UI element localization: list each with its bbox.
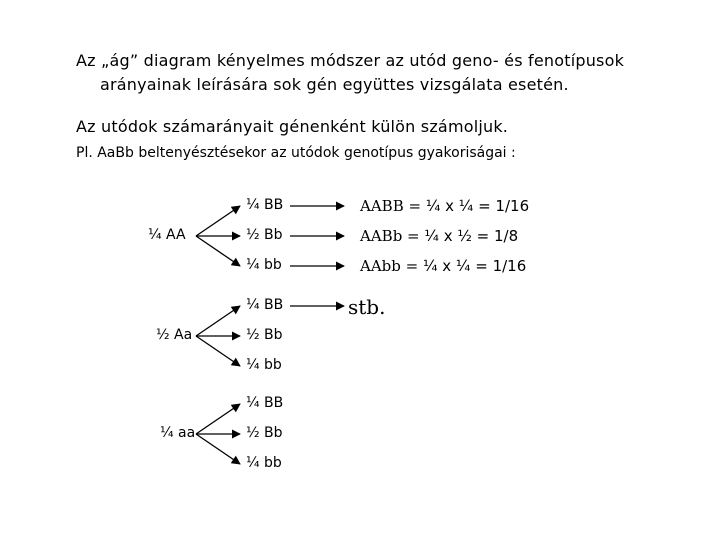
arrow-aa-bb [196, 206, 240, 236]
branch-label: ½ Bb [246, 227, 283, 243]
parent-label-aa: ¼ aa [160, 425, 196, 441]
example-text: Pl. AaBb beltenyésztésekor az utódok genotípus gyakoriságai : [76, 145, 516, 161]
intro-line-2: arányainak leírására sok gén együttes vizsgálata esetén. [100, 75, 569, 94]
result-value: = 1/8 [471, 227, 519, 245]
branch-label: ¼ BB [246, 395, 284, 411]
branch-label: ¼ bb [246, 455, 282, 471]
intro-line-1: Az „ág” diagram kényelmes módszer az utód geno- és fenotípusok [76, 51, 625, 70]
result-genotype: AABb = [360, 227, 425, 245]
arrow-aa2-bb [196, 306, 240, 336]
branch-label: ¼ bb [246, 357, 282, 373]
rule-text: Az utódok számarányait génenként külön számoljuk. [76, 117, 509, 136]
result-formula: ¼ x ½ [424, 227, 472, 245]
result-formula: ¼ x ¼ [422, 257, 471, 275]
arrow-aa-bb3 [196, 236, 240, 266]
parent-label-Aa: ½ Aa [156, 327, 193, 343]
branch-label: ½ Bb [246, 425, 283, 441]
etc-label: stb. [348, 295, 386, 319]
result-AABB [360, 199, 529, 214]
result-formula: ¼ x ¼ [425, 197, 474, 215]
result-AABb [360, 229, 518, 244]
branch-label: ¼ BB [246, 297, 284, 313]
result-genotype: AAbb = [360, 257, 423, 275]
parent-label-AA: ¼ AA [148, 227, 186, 243]
arrow-aa3-bb [196, 404, 240, 434]
result-AAbb [360, 259, 526, 274]
arrow-aa2-bb3 [196, 336, 240, 366]
branch-label: ¼ bb [246, 257, 282, 273]
branch-label: ¼ BB [246, 197, 284, 213]
result-value: = 1/16 [470, 257, 527, 275]
branch-label: ½ Bb [246, 327, 283, 343]
result-genotype: AABB = [360, 197, 426, 215]
result-value: = 1/16 [473, 197, 530, 215]
arrow-aa3-bb3 [196, 434, 240, 464]
